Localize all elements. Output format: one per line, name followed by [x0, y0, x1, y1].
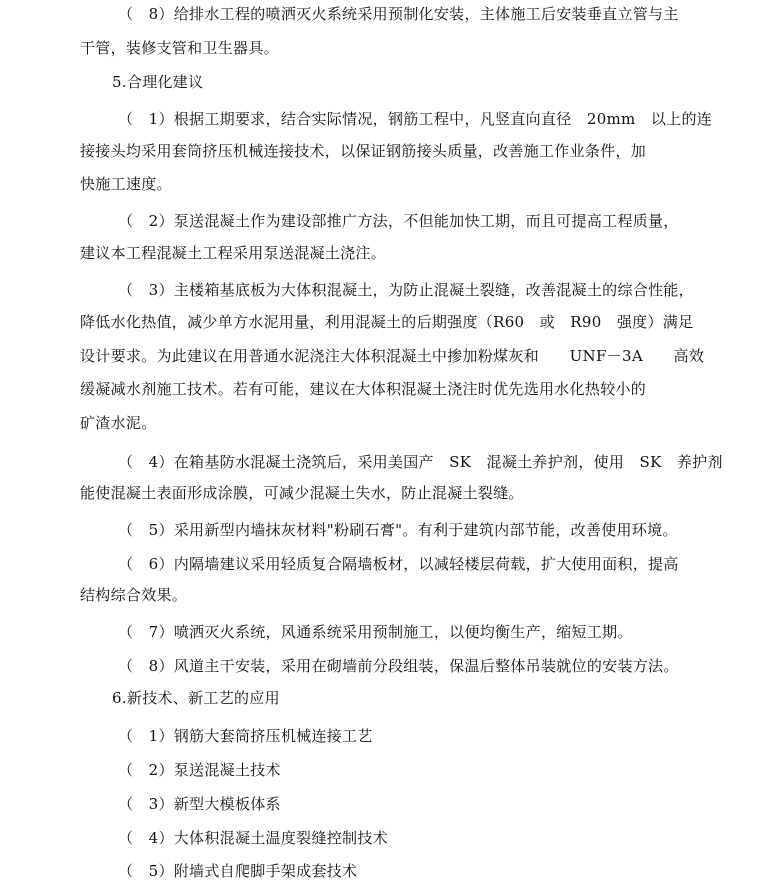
- paragraph-3-line-3: 设计要求。为此建议在用普通水泥浇注大体积混凝土中掺加粉煤灰和 UNF－3A 高效: [80, 347, 705, 365]
- paragraph-2-line-1: （ 2）泵送混凝土作为建设部推广方法，不但能加快工期，而且可提高工程质量，: [118, 212, 679, 230]
- tech-item-5: （ 5）附墙式自爬脚手架成套技术: [118, 862, 358, 880]
- paragraph-5-line-1: （ 5）采用新型内墙抹灰材料"粉刷石膏"。有利于建筑内部节能，改善使用环境。: [118, 521, 678, 539]
- paragraph-7-line-1: （ 7）喷洒灭火系统，风通系统采用预制施工，以便均衡生产，缩短工期。: [118, 623, 633, 641]
- section-heading-6: 6.新技术、新工艺的应用: [112, 689, 280, 707]
- paragraph-8b-line-1: （ 8）风道主干安装，采用在砌墙前分段组装，保温后整体吊装就位的安装方法。: [118, 657, 679, 675]
- paragraph-3-line-1: （ 3）主楼箱基底板为大体积混凝土，为防止混凝土裂缝，改善混凝土的综合性能，: [118, 281, 694, 299]
- tech-item-2: （ 2）泵送混凝土技术: [118, 761, 281, 779]
- paragraph-1-line-1: （ 1）根据工期要求，结合实际情况，钢筋工程中，凡竖直向直径 20mm 以上的连: [118, 110, 713, 128]
- paragraph-4-line-2: 能使混凝土表面形成涂膜，可减少混凝土失水，防止混凝土裂缝。: [80, 484, 524, 502]
- tech-item-1: （ 1）钢筋大套筒挤压机械连接工艺: [118, 727, 373, 745]
- paragraph-8-line-1: （ 8）给排水工程的喷洒灭火系统采用预制化安装，主体施工后安装垂直立管与主: [118, 5, 679, 23]
- paragraph-2-line-2: 建议本工程混凝土工程采用泵送混凝土浇注。: [80, 244, 387, 262]
- section-heading-5: 5.合理化建议: [112, 73, 204, 91]
- paragraph-3-line-5: 矿渣水泥。: [80, 414, 157, 432]
- tech-item-3: （ 3）新型大模板体系: [118, 795, 281, 813]
- paragraph-3-line-2: 降低水化热值，减少单方水泥用量，利用混凝土的后期强度（R60 或 R90 强度）满足: [80, 313, 694, 331]
- paragraph-1-line-2: 接接头均采用套筒挤压机械连接技术，以保证钢筋接头质量，改善施工作业条件，加: [80, 142, 647, 160]
- paragraph-8-line-2: 干管，装修支管和卫生器具。: [80, 39, 279, 57]
- paragraph-4-line-1: （ 4）在箱基防水混凝土浇筑后，采用美国产 SK 混凝土养护剂，使用 SK 养护剂: [118, 453, 723, 471]
- paragraph-1-line-3: 快施工速度。: [80, 175, 172, 193]
- paragraph-6-line-2: 结构综合效果。: [80, 586, 188, 604]
- paragraph-6-line-1: （ 6）内隔墙建议采用轻质复合隔墙板材，以减轻楼层荷载，扩大使用面积，提高: [118, 555, 679, 573]
- tech-item-4: （ 4）大体积混凝土温度裂缝控制技术: [118, 829, 388, 847]
- paragraph-3-line-4: 缓凝减水剂施工技术。若有可能，建议在大体积混凝土浇注时优先选用水化热较小的: [80, 380, 647, 398]
